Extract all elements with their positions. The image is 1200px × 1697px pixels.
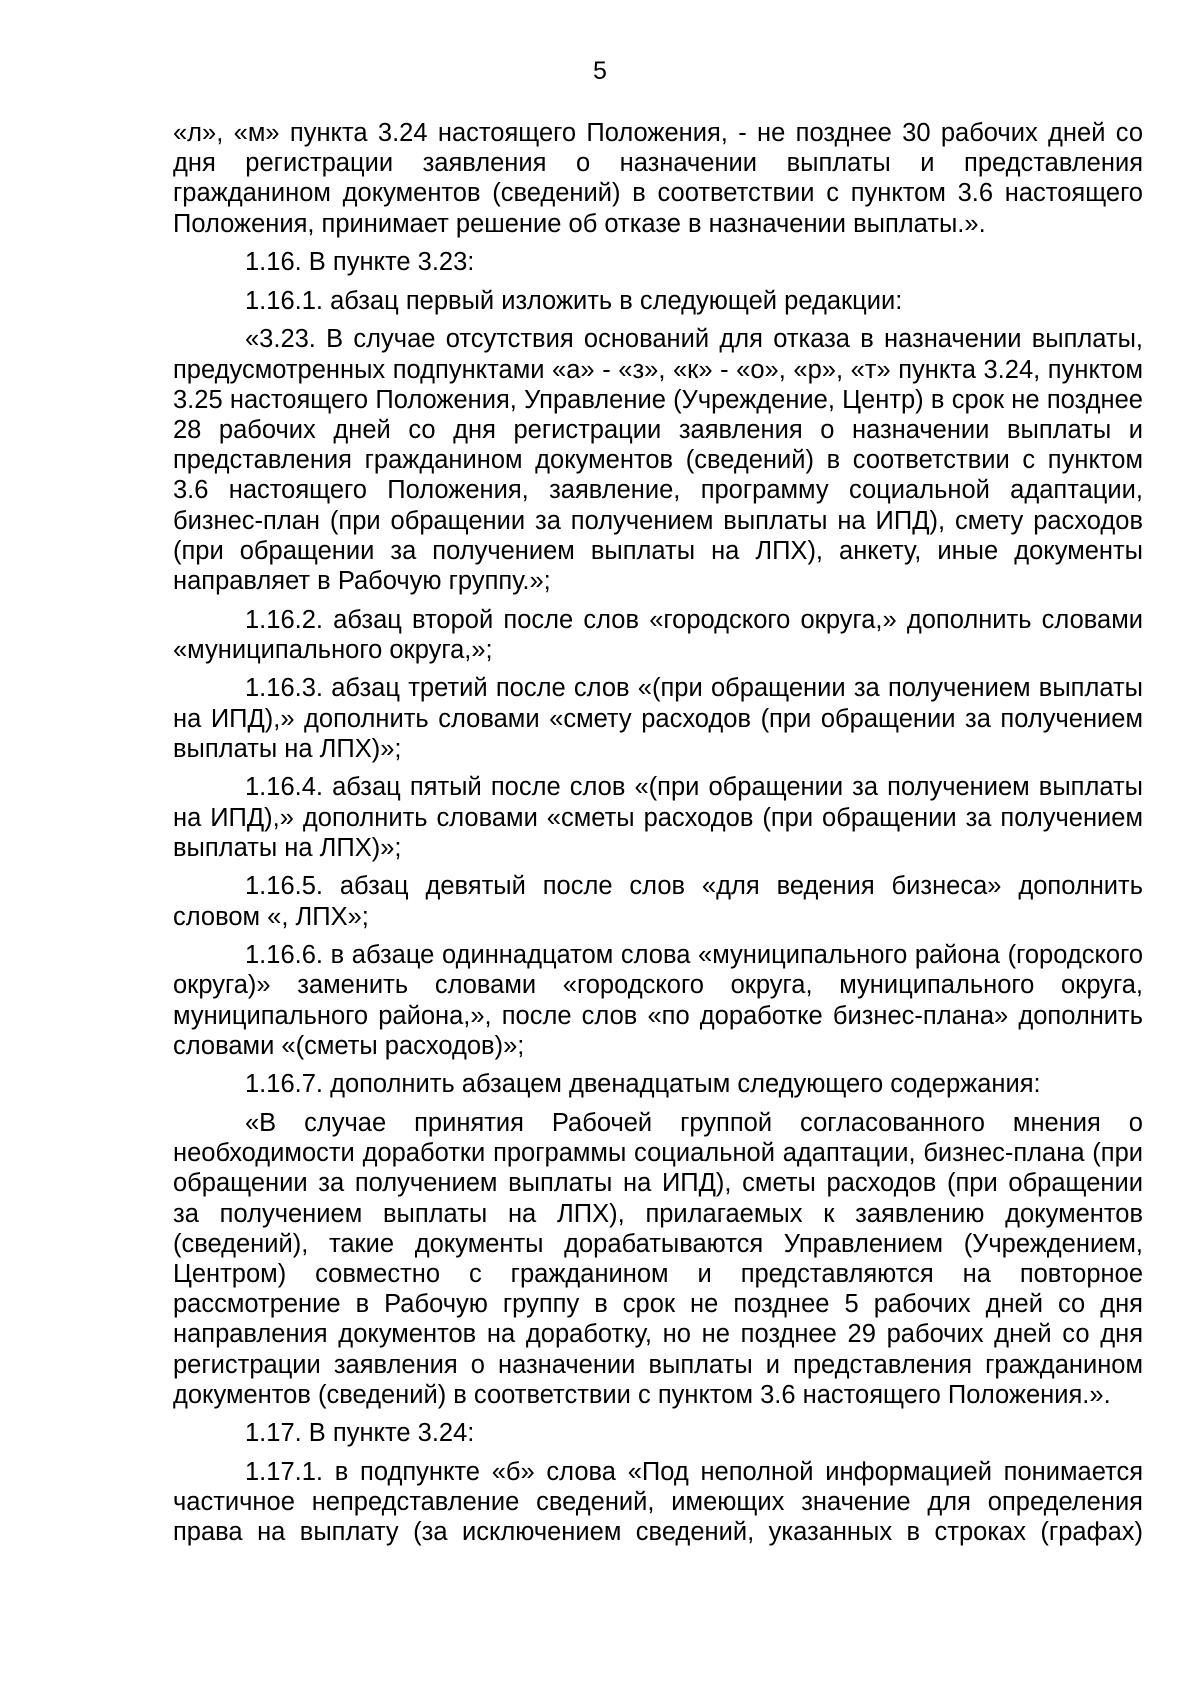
paragraph: 1.16.1. абзац первый изложить в следующей редакции: [245, 286, 903, 315]
paragraph: 1.16.2. абзац второй после слов «городского округа,» дополнить словами «муниципального округа,»; [173, 605, 1143, 664]
paragraph: 1.16.5. абзац девятый после слов «для ведения бизнеса» дополнить словом «, ЛПХ»; [173, 872, 1143, 931]
paragraph: 1.16. В пункте 3.23: [245, 248, 475, 277]
page-number: 5 [593, 57, 607, 85]
paragraph: «л», «м» пункта 3.24 настоящего Положения, - не позднее 30 рабочих дней со дня регистрации заявления о назначении выплаты и представления гражданином документов (сведений) в соответствии с пунктом 3.6 настоящего Положения, принимает решение об отказе в назначении выплаты.». [173, 119, 1143, 238]
paragraph: 1.16.7. дополнить абзацем двенадцатым следующего содержания: [245, 1070, 1041, 1099]
paragraph: 1.16.4. абзац пятый после слов «(при обращении за получением выплаты на ИПД),» дополнить словами «сметы расходов (при обращении за получением выплаты на ЛПХ)»; [173, 773, 1143, 862]
paragraph: 1.16.3. абзац третий после слов «(при обращении за получением выплаты на ИПД),» дополнить словами «смету расходов (при обращении за получением выплаты на ЛПХ)»; [173, 674, 1143, 763]
paragraph: 1.17. В пункте 3.24: [245, 1419, 475, 1448]
paragraph: 1.16.6. в абзаце одиннадцатом слова «муниципального района (городского округа)» заменить словами «городского округа, муниципального округа, муниципального района,», после слов «по доработке бизнес-плана» дополнить словами «(сметы расходов)»; [173, 941, 1143, 1060]
paragraph: «3.23. В случае отсутствия оснований для отказа в назначении выплаты, предусмотренных подпунктами «а» - «з», «к» - «о», «р», «т» пункта 3.24, пунктом 3.25 настоящего Положения, Управление (Учреждение, Центр) в срок не позднее 28 рабочих дней со дня регистрации заявления о назначении выплаты и представления гражданином документов (сведений) в соответствии с пунктом 3.6 настоящего Положения, заявление, программу социальной адаптации, бизнес-план (при обращении за получением выплаты на ИПД), смету расходов (при обращении за получением выплаты на ЛПХ), анкету, иные документы направляет в Рабочую группу.»; [173, 325, 1143, 596]
paragraph: «В случае принятия Рабочей группой согласованного мнения о необходимости доработки программы социальной адаптации, бизнес-плана (при обращении за получением выплаты на ИПД), сметы расходов (при обращении за получением выплаты на ЛПХ), прилагаемых к заявлению документов (сведений), такие документы дорабатываются Управлением (Учреждением, Центром) совместно с гражданином и представляются на повторное рассмотрение в Рабочую группу в срок не позднее 5 рабочих дней со дня направления документов на доработку, но не позднее 29 рабочих дней со дня регистрации заявления о назначении выплаты и представления гражданином документов (сведений) в соответствии с пунктом 3.6 настоящего Положения.». [173, 1109, 1143, 1409]
document-body [173, 118, 1143, 1556]
paragraph: 1.17.1. в подпункте «б» слова «Под неполной информацией понимается частичное непредставление сведений, имеющих значение для определения права на выплату (за исключением сведений, указанных в строках (графах) [173, 1458, 1143, 1547]
